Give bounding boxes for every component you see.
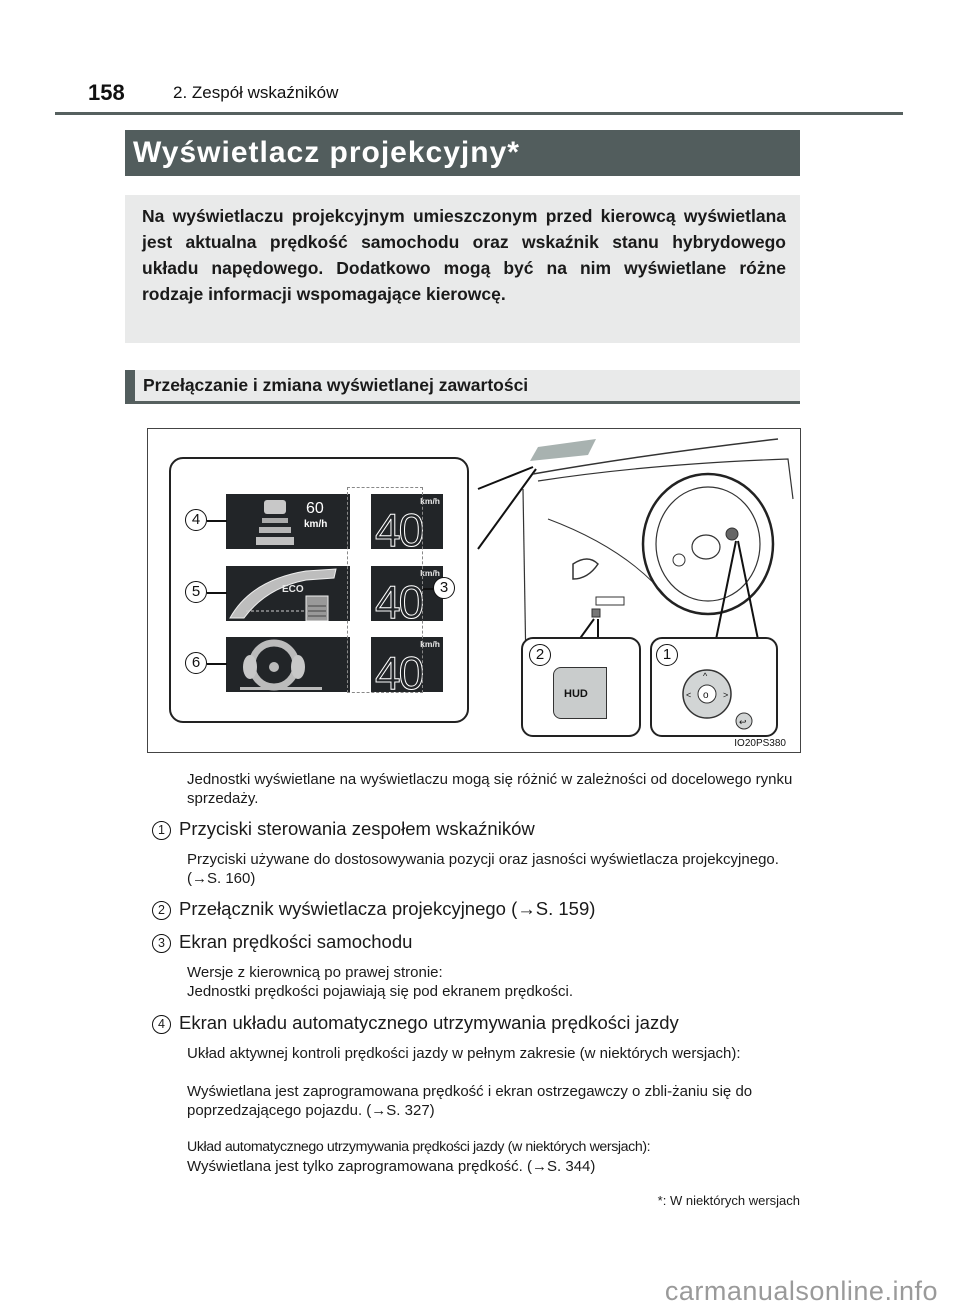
- intro-box: [125, 195, 800, 343]
- set-speed-unit: km/h: [304, 519, 328, 530]
- item-4-title: [152, 1012, 679, 1034]
- footnote: *: W niektórych wersjach: [657, 1193, 800, 1208]
- steering-assist-screen: [226, 637, 350, 692]
- speed-screens-outline: [347, 487, 423, 693]
- speed-unit: km/h: [420, 639, 440, 649]
- callout-1: 1: [656, 644, 678, 666]
- item-4-desc-2: Wyświetlana jest zaprogramowana prędkość i ekran ostrzegawczy o zbli-żaniu się do poprzedzającego pojazdu. (→S. 327): [187, 1083, 753, 1119]
- steering-wheel-hands-icon: [226, 637, 350, 692]
- callout-6: 6: [185, 652, 207, 674]
- item-title-text: Ekran prędkości samochodu: [179, 931, 413, 952]
- item-3-desc-1: Wersje z kierownicą po prawej stronie:: [187, 964, 443, 981]
- chapter-title: 2. Zespół wskaźników: [173, 83, 339, 102]
- vehicle-ahead-icon: [226, 494, 350, 549]
- svg-text:^: ^: [703, 671, 708, 681]
- item-title-text: Przyciski sterowania zespołem wskaźników: [179, 818, 535, 839]
- speed-value: 40: [375, 576, 423, 628]
- page-number: 158: [88, 80, 125, 105]
- units-note: Jednostki wyświetlane na wyświetlaczu mogą się różnić w zależności od docelowego rynku sprzedaży.: [187, 771, 793, 807]
- item-3-desc-2: Jednostki prędkości pojawiają się pod ekranem prędkości.: [187, 983, 574, 1000]
- item-number-marker: 3: [152, 934, 171, 953]
- item-title-text: Przełącznik wyświetlacza projekcyjnego (→S. 159): [179, 898, 596, 919]
- leader-line: [207, 663, 227, 665]
- callout-4: 4: [185, 509, 207, 531]
- watermark: carmanualsonline.info: [664, 1276, 938, 1306]
- cruise-control-screen: [226, 494, 350, 549]
- item-1-desc: Przyciski używane do dostosowywania pozycji oraz jasności wyświetlacza projekcyjnego. (→S. 160): [187, 851, 779, 887]
- leader-line: [207, 520, 227, 522]
- item-number-marker: 2: [152, 901, 171, 920]
- set-speed-value: 60: [306, 500, 324, 517]
- item-title-text: Ekran układu automatycznego utrzymywania prędkości jazdy: [179, 1012, 679, 1033]
- steering-controls-inset: [650, 637, 778, 737]
- svg-text:o: o: [703, 690, 709, 701]
- leader-line: [207, 592, 227, 594]
- speed-unit: km/h: [420, 568, 440, 578]
- hud-switch-inset: [521, 637, 641, 737]
- svg-text:<: <: [686, 690, 692, 700]
- callout-2: 2: [529, 644, 551, 666]
- item-3-title: [152, 931, 412, 953]
- hud-screens-panel: [169, 457, 469, 723]
- speed-unit: km/h: [420, 496, 440, 506]
- item-4-desc-3: Układ automatycznego utrzymywania prędkości jazdy (w niektórych wersjach):: [187, 1139, 651, 1155]
- section-title: Wyświetlacz projekcyjny*: [125, 130, 800, 176]
- item-4-desc-4: Wyświetlana jest tylko zaprogramowana prędkość. (→S. 344): [187, 1158, 596, 1175]
- hybrid-indicator-screen: [226, 566, 350, 621]
- subheading: Przełączanie i zmiana wyświetlanej zawartości: [125, 370, 800, 404]
- leader-line: [423, 588, 433, 590]
- intro-text: Na wyświetlaczu projekcyjnym umieszczonym przed kierowcą wyświetlana jest aktualna prędkość samochodu oraz wskaźnik stanu hybrydowego układu napędowego. Dodatkowo mogą być na nim wyświetlane różne rodzaje informacji wspomagające kierowcę.: [142, 206, 786, 304]
- svg-text:>: >: [723, 690, 729, 700]
- eco-label: ECO: [282, 584, 304, 595]
- item-1-title: [152, 818, 535, 840]
- item-number-marker: 4: [152, 1015, 171, 1034]
- item-4-desc-1: Układ aktywnej kontroli prędkości jazdy w pełnym zakresie (w niektórych wersjach):: [187, 1045, 741, 1062]
- callout-3: 3: [433, 577, 455, 599]
- hud-button[interactable]: [553, 667, 607, 719]
- hud-button-label: HUD: [564, 688, 588, 700]
- speed-value: 40: [375, 504, 423, 556]
- callout-5: 5: [185, 581, 207, 603]
- header-divider: [55, 112, 903, 115]
- hud-figure: [147, 428, 801, 753]
- figure-code: IO20PS380: [734, 738, 786, 749]
- item-2-title: [152, 898, 595, 920]
- speed-value: 40: [375, 647, 423, 699]
- meter-control-buttons-icon[interactable]: [672, 659, 772, 735]
- item-number-marker: 1: [152, 821, 171, 840]
- svg-text:↩: ↩: [739, 717, 747, 727]
